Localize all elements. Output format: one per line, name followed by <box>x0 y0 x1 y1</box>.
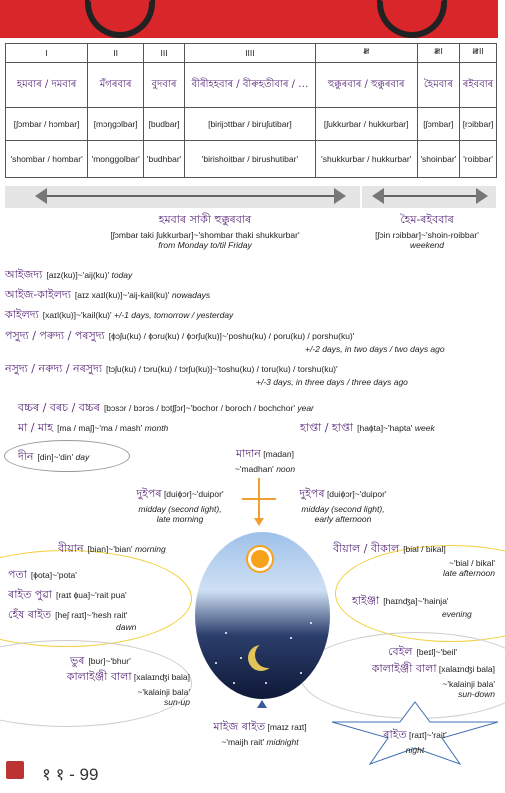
time-late-afternoon-eng: ~'bial / bikal' late afternoon <box>443 558 495 578</box>
weekend-phrase: হৈম-ৰইববাৰ [ʃɔin rɔibbar]~'shoin-roibbar' weekend <box>375 213 479 250</box>
time-beil: বেইল [beɪl]~'beil' <box>388 645 458 658</box>
time-duipor-right: দুইপৰ [duiɸɔr]~'duipor' midday (second light), early afternoon <box>299 487 387 524</box>
time-sundown: কালাইঞ্জী বালা [xalaɪnʤi bala] ~'kalainji bala' sun-down <box>371 662 495 699</box>
page-number: १ १ - 99 <box>42 765 99 784</box>
arrow-right-icon <box>476 188 488 204</box>
star-icon <box>233 682 235 684</box>
vocab-year: বচ্চৰ / বৰচ / বচ্চৰ [bɔsɔr / bɔrɔs / bɔtʃʃɔr]~'bochor / boroch / bochchor' year <box>18 401 314 414</box>
arrow-left-icon <box>372 188 384 204</box>
days-table <box>5 43 497 178</box>
mon-fri-phrase: হমবাৰ সাকী হুক্কুৰবাৰ [ʃɔmbar taki ʃukkurbar]~'shombar thaki shukkurbar' from Monday to/til Friday <box>110 213 300 250</box>
ipa-row: [ʃɔmbar / hɔmbar] [mɔŋgɔlbar] [budbar] [birijɔttbar / biruʃutibar] [ʃukkurbar / hukkurbar] [ʃɔmbar] [rɔibbar] <box>6 108 497 141</box>
noon-arrow-horizontal <box>242 498 276 500</box>
star-icon <box>240 657 242 659</box>
time-evening-eng: evening <box>442 609 472 619</box>
star-icon <box>310 622 312 624</box>
time-dawn: হেঁষ ৰাইত [heʃ raɪt]~'hesh rait' <box>8 608 128 621</box>
vocab-month: মা / মাহ [ma / maʃ]~'ma / mash' month <box>18 421 169 434</box>
time-morning: বীয়ান [bian]~'bian' morning <box>58 542 166 555</box>
time-sunup: কালাইঞ্জী বালা [xalaɪnʤi bala] ~'kalainji bala' sun-up <box>66 670 190 707</box>
star-icon <box>215 662 217 664</box>
arrow-up-icon <box>257 700 267 708</box>
arrow-down-icon <box>254 518 264 526</box>
vocab-kail: কাইলদ্য [xaɪl(ku)]~'kail(ku)' +/-1 days, tomorrow / yesterday <box>5 308 234 321</box>
vocab-nowadays: আইজ-কাইলদ্য [aɪz xaɪl(ku)]~'aij-kail(ku)' nowadays <box>5 288 211 301</box>
arrow-left-icon <box>35 188 47 204</box>
arrow-right-icon <box>334 188 346 204</box>
numeral-row: I II III IIII 𝍸 𝍸I 𝍸II <box>6 44 497 63</box>
time-evening: হাইঞ্জা [haɪnʤa]~'hainja' <box>352 594 449 607</box>
time-rait-pua: ৰাইত পুৱা [raɪt ɸua]~'rait pua' <box>8 588 127 601</box>
time-day: দীন [din]~'din' day <box>18 450 90 463</box>
time-duipor-left: দুইপৰ [duiɸɔr]~'duipor' midday (second light), late morning <box>136 487 224 524</box>
latin-row: 'shombar / hombar' 'monggolbar' 'budhbar' 'birishoitbar / birushutibar' 'shukkurbar / hukkurbar' 'shoinbar' 'roibbar' <box>6 141 497 178</box>
weekend-arrow <box>382 195 477 197</box>
star-icon <box>225 632 227 634</box>
star-icon <box>290 637 292 639</box>
vocab-toshu-eng: +/-3 days, in three days / three days ago <box>256 377 408 387</box>
time-midnight: মাইজ ৰাইত [maɪz raɪt] ~'maijh rait' midnight <box>213 720 307 747</box>
vocab-poshu-eng: +/-2 days, in two days / two days ago <box>305 344 445 354</box>
time-night: ৰাইত [raɪt]~'rait' night <box>383 728 447 755</box>
moon-icon <box>255 642 281 668</box>
time-bhur: ভুৰ [bʊr]~'bhur' <box>70 654 131 667</box>
weekday-arrow <box>45 195 335 197</box>
vocab-week: হাপ্তা / হাপ্তা [haɸta]~'hapta' week <box>300 421 435 434</box>
time-dawn-eng: dawn <box>116 622 137 632</box>
vocab-today: আইজদ্য [aɪz(ku)]~'aij(ku)' today <box>5 268 133 281</box>
star-icon <box>265 682 267 684</box>
time-pota: পতা [ɸota]~'pota' <box>8 568 77 581</box>
time-noon: মাদান [madan] ~'madhan' noon <box>234 447 296 474</box>
sun-icon <box>251 550 269 568</box>
time-late-afternoon: বীয়াল / বীকাল [bial / bikal] <box>333 542 446 555</box>
script-row: হমবাৰ / দমবাৰ মঁগৰবাৰ বুদবাৰ বীৰীহহবাৰ / বীৰুহতীবাৰ / … হুক্কুৰবাৰ / হুক্কুৰবাৰ হৈমবাৰ ৰইববাৰ <box>6 63 497 108</box>
vocab-poshu: পসুদ্য / পৰুদ্য / পৰসুদ্য [ɸɔʃu(ku) / ɸɔru(ku) / ɸɔrʃu(ku)]~'poshu(ku) / poru(ku) / porshu(ku)' <box>5 329 355 342</box>
star-icon <box>300 672 302 674</box>
vocab-toshu: নসুদ্য / নৰুদ্য / নৰসুদ্য [tɔʃu(ku) / tɔru(ku) / tɔrʃu(ku)]~'toshu(ku) / toru(ku) / torshu(ku)' <box>5 362 338 375</box>
book-logo-icon <box>6 761 24 779</box>
weekday-band <box>5 186 360 208</box>
